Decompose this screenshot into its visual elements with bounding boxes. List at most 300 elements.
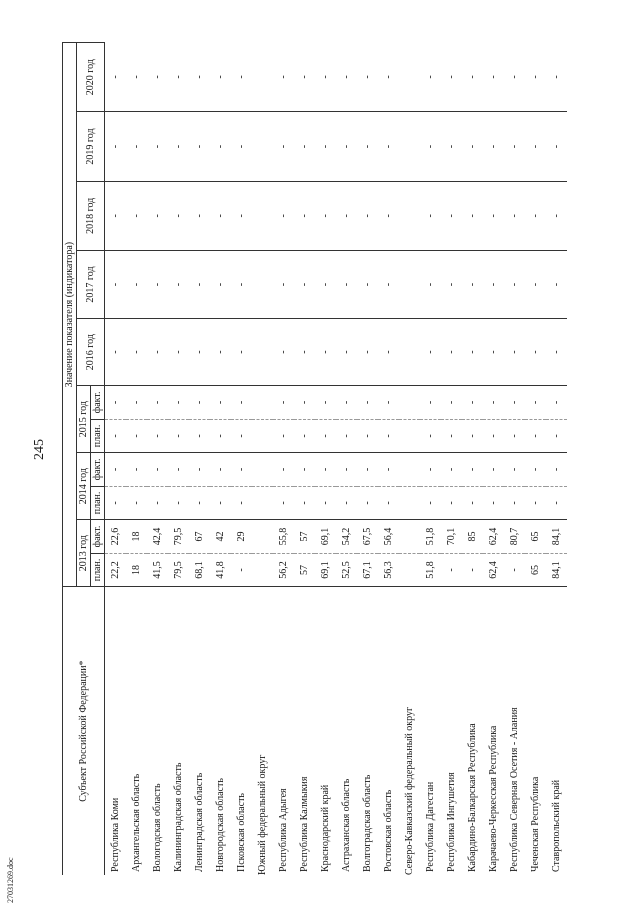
fact-header-2014: факт. <box>91 453 105 487</box>
value-cell: - <box>189 112 210 181</box>
value-2013-fact: 22,6 <box>105 520 127 554</box>
table-row <box>210 43 231 876</box>
value-cell: - <box>483 319 504 386</box>
value-cell: - <box>441 419 462 453</box>
value-cell: - <box>336 453 357 487</box>
region-name: Республика Калмыкия <box>299 776 310 872</box>
value-cell: - <box>189 181 210 250</box>
value-2013-plan: 62,4 <box>483 553 504 587</box>
value-cell: - <box>273 43 294 112</box>
value-2013-plan: 56,3 <box>378 553 399 587</box>
value-cell: - <box>294 250 315 318</box>
table-row <box>504 43 525 876</box>
value-2013-plan: 79,5 <box>168 553 189 587</box>
region-name: Республика Коми <box>110 797 121 872</box>
value-cell: - <box>420 319 441 386</box>
value-cell: - <box>105 419 127 453</box>
year-2014-header: 2014 год <box>77 453 91 520</box>
value-2013-fact: 70,1 <box>441 520 462 554</box>
value-cell: - <box>105 43 127 112</box>
value-cell: - <box>525 486 546 520</box>
value-cell: - <box>147 181 168 250</box>
value-cell: - <box>189 250 210 318</box>
value-cell: - <box>231 386 252 420</box>
value-cell: - <box>315 386 336 420</box>
value-cell: - <box>504 112 525 181</box>
plan-header-2014: план. <box>91 486 105 520</box>
value-cell: - <box>357 486 378 520</box>
value-cell: - <box>378 43 399 112</box>
value-cell <box>252 419 273 453</box>
value-cell: - <box>210 319 231 386</box>
value-cell: - <box>147 250 168 318</box>
value-cell: - <box>168 250 189 318</box>
table-row <box>105 43 127 876</box>
value-cell: - <box>147 319 168 386</box>
table-row <box>462 43 483 876</box>
value-cell <box>399 181 420 250</box>
value-2013-plan: 52,5 <box>336 553 357 587</box>
value-cell: - <box>441 181 462 250</box>
value-cell: - <box>483 453 504 487</box>
value-cell: - <box>462 250 483 318</box>
value-cell: - <box>420 43 441 112</box>
value-cell: - <box>273 453 294 487</box>
value-cell: - <box>273 319 294 386</box>
value-cell: - <box>378 250 399 318</box>
value-cell <box>399 319 420 386</box>
year-2017-header: 2017 год <box>77 250 105 318</box>
value-cell: - <box>168 486 189 520</box>
value-cell: - <box>462 453 483 487</box>
rotated-page <box>0 30 640 905</box>
value-cell: - <box>504 419 525 453</box>
value-cell: - <box>189 486 210 520</box>
value-cell: - <box>210 419 231 453</box>
value-cell: - <box>126 112 147 181</box>
value-cell: - <box>126 319 147 386</box>
value-cell: - <box>378 112 399 181</box>
value-cell: - <box>483 112 504 181</box>
value-cell: - <box>441 112 462 181</box>
value-cell <box>399 43 420 112</box>
value-cell: - <box>189 419 210 453</box>
region-name: Вологодская область <box>152 783 163 872</box>
value-cell: - <box>294 486 315 520</box>
region-name: Новгородская область <box>215 778 226 872</box>
value-2013-fact <box>399 520 420 554</box>
table-row <box>357 43 378 876</box>
table-row <box>273 43 294 876</box>
table-row <box>399 43 420 876</box>
value-cell: - <box>294 419 315 453</box>
value-cell: - <box>462 112 483 181</box>
value-cell: - <box>126 386 147 420</box>
value-2013-plan: 41,5 <box>147 553 168 587</box>
value-2013-fact: 79,5 <box>168 520 189 554</box>
value-2013-plan: 69,1 <box>315 553 336 587</box>
value-2013-fact: 69,1 <box>315 520 336 554</box>
value-cell: - <box>378 453 399 487</box>
value-2013-plan: 22,2 <box>105 553 127 587</box>
value-cell: - <box>315 181 336 250</box>
value-cell: - <box>315 43 336 112</box>
region-name: Ростовская область <box>383 789 394 872</box>
value-2013-fact: 29 <box>231 520 252 554</box>
value-cell: - <box>315 486 336 520</box>
region-name: Краснодарский край <box>320 784 331 872</box>
value-2013-fact: 18 <box>126 520 147 554</box>
region-name: Кабардино-Балкарская Республика <box>467 723 478 872</box>
value-cell: - <box>105 250 127 318</box>
value-cell: - <box>189 43 210 112</box>
value-cell: - <box>462 319 483 386</box>
value-2013-plan: 51,8 <box>420 553 441 587</box>
value-2013-plan: - <box>504 553 525 587</box>
table-row <box>546 43 567 876</box>
table-body <box>105 43 568 876</box>
value-cell: - <box>504 486 525 520</box>
value-cell: - <box>420 250 441 318</box>
value-cell: - <box>357 250 378 318</box>
value-cell: - <box>105 386 127 420</box>
value-cell: - <box>105 319 127 386</box>
value-cell: - <box>210 386 231 420</box>
value-cell: - <box>168 453 189 487</box>
year-2015-header: 2015 год <box>77 386 91 453</box>
value-cell: - <box>168 112 189 181</box>
value-cell: - <box>546 43 567 112</box>
value-cell: - <box>315 250 336 318</box>
value-cell: - <box>231 250 252 318</box>
value-cell: - <box>378 419 399 453</box>
value-cell: - <box>273 250 294 318</box>
value-cell: - <box>210 112 231 181</box>
region-name: Астраханская область <box>341 778 352 872</box>
year-2016-header: 2016 год <box>77 319 105 386</box>
indicator-table <box>62 42 567 875</box>
value-cell: - <box>231 112 252 181</box>
value-cell: - <box>147 486 168 520</box>
value-cell: - <box>357 181 378 250</box>
value-cell: - <box>483 250 504 318</box>
value-2013-fact: 80,7 <box>504 520 525 554</box>
value-cell: - <box>420 486 441 520</box>
value-cell: - <box>441 386 462 420</box>
value-cell: - <box>546 486 567 520</box>
value-cell: - <box>231 486 252 520</box>
value-cell <box>252 181 273 250</box>
value-cell: - <box>357 43 378 112</box>
table-row <box>483 43 504 876</box>
value-cell: - <box>336 386 357 420</box>
value-cell: - <box>357 386 378 420</box>
table-row <box>189 43 210 876</box>
value-cell: - <box>462 43 483 112</box>
value-cell: - <box>210 43 231 112</box>
value-cell: - <box>126 419 147 453</box>
value-cell: - <box>525 419 546 453</box>
region-name: Республика Ингушетия <box>446 772 457 872</box>
value-cell: - <box>147 386 168 420</box>
value-cell: - <box>420 386 441 420</box>
table-row <box>168 43 189 876</box>
value-cell: - <box>231 419 252 453</box>
value-cell: - <box>126 181 147 250</box>
value-cell: - <box>105 112 127 181</box>
value-cell: - <box>378 386 399 420</box>
value-cell: - <box>483 419 504 453</box>
value-cell <box>252 112 273 181</box>
value-cell: - <box>147 419 168 453</box>
document-filename: 27031269.doc <box>6 857 15 903</box>
value-cell: - <box>525 319 546 386</box>
value-cell: - <box>504 386 525 420</box>
value-cell: - <box>462 419 483 453</box>
table-row <box>441 43 462 876</box>
region-name: Архангельская область <box>131 773 142 872</box>
value-cell: - <box>546 319 567 386</box>
value-cell: - <box>294 43 315 112</box>
value-cell: - <box>504 250 525 318</box>
value-cell: - <box>504 319 525 386</box>
value-cell: - <box>441 250 462 318</box>
value-cell: - <box>273 419 294 453</box>
value-cell: - <box>105 453 127 487</box>
value-cell: - <box>231 453 252 487</box>
value-cell <box>252 453 273 487</box>
value-cell: - <box>504 181 525 250</box>
region-name: Республика Адыгея <box>278 788 289 872</box>
value-cell: - <box>483 181 504 250</box>
value-cell: - <box>189 319 210 386</box>
region-name: Республика Северная Осетия - Алания <box>509 707 520 872</box>
value-cell: - <box>294 386 315 420</box>
value-2013-plan <box>399 553 420 587</box>
value-2013-fact: 62,4 <box>483 520 504 554</box>
value-cell: - <box>525 43 546 112</box>
value-cell: - <box>483 43 504 112</box>
value-cell: - <box>357 453 378 487</box>
value-2013-fact: 42 <box>210 520 231 554</box>
value-2013-plan: - <box>231 553 252 587</box>
value-cell: - <box>420 181 441 250</box>
value-cell: - <box>210 486 231 520</box>
district-name: Северо-Кавказский федеральный округ <box>404 706 415 875</box>
value-cell: - <box>315 453 336 487</box>
district-name: Южный федеральный округ <box>257 754 268 875</box>
value-cell: - <box>378 181 399 250</box>
value-cell: - <box>126 43 147 112</box>
table-row <box>420 43 441 876</box>
value-cell: - <box>441 486 462 520</box>
table-row <box>525 43 546 876</box>
value-cell: - <box>231 181 252 250</box>
value-cell: - <box>126 486 147 520</box>
fact-header-2013: факт. <box>91 520 105 554</box>
value-cell: - <box>105 486 127 520</box>
value-cell: - <box>336 319 357 386</box>
year-2013-header: 2013 год <box>77 520 91 587</box>
value-cell: - <box>336 43 357 112</box>
table-row <box>378 43 399 876</box>
table-row <box>231 43 252 876</box>
value-cell: - <box>189 453 210 487</box>
value-cell: - <box>315 319 336 386</box>
value-2013-fact: 55,8 <box>273 520 294 554</box>
value-cell: - <box>147 43 168 112</box>
table-row <box>147 43 168 876</box>
value-2013-fact: 84,1 <box>546 520 567 554</box>
value-cell: - <box>231 319 252 386</box>
value-cell: - <box>168 319 189 386</box>
value-cell <box>399 386 420 420</box>
value-cell: - <box>168 181 189 250</box>
value-cell: - <box>210 250 231 318</box>
value-cell: - <box>546 453 567 487</box>
value-2013-plan: 57 <box>294 553 315 587</box>
value-cell: - <box>126 453 147 487</box>
value-cell <box>399 419 420 453</box>
value-cell: - <box>357 112 378 181</box>
value-2013-plan: 84,1 <box>546 553 567 587</box>
fact-header-2015: факт. <box>91 386 105 420</box>
value-cell: - <box>357 419 378 453</box>
value-cell: - <box>294 112 315 181</box>
value-cell <box>399 486 420 520</box>
table-row <box>315 43 336 876</box>
region-name: Псковская область <box>236 793 247 872</box>
value-2013-plan: 41,8 <box>210 553 231 587</box>
value-cell: - <box>294 319 315 386</box>
value-cell <box>399 112 420 181</box>
region-name: Ленинградская область <box>194 772 205 872</box>
value-cell: - <box>525 250 546 318</box>
indicator-value-header: Значение показателя (индикатора) <box>63 43 77 587</box>
value-cell: - <box>273 486 294 520</box>
value-2013-fact: 67 <box>189 520 210 554</box>
value-2013-fact <box>252 520 273 554</box>
value-cell: - <box>525 386 546 420</box>
value-cell: - <box>336 419 357 453</box>
value-2013-plan: 56,2 <box>273 553 294 587</box>
value-cell: - <box>273 181 294 250</box>
value-2013-plan: - <box>441 553 462 587</box>
value-cell: - <box>168 386 189 420</box>
value-cell: - <box>315 419 336 453</box>
subject-column-header: Субъект Российской Федерации* <box>63 587 105 875</box>
value-cell: - <box>210 181 231 250</box>
region-name: Чеченская Республика <box>530 776 541 872</box>
page-number: 245 <box>32 439 47 460</box>
value-2013-fact: 54,2 <box>336 520 357 554</box>
value-cell: - <box>189 386 210 420</box>
value-cell: - <box>315 112 336 181</box>
table-row <box>336 43 357 876</box>
value-cell: - <box>105 181 127 250</box>
value-cell: - <box>420 419 441 453</box>
value-cell: - <box>231 43 252 112</box>
table-row <box>294 43 315 876</box>
value-cell: - <box>483 486 504 520</box>
value-cell: - <box>294 453 315 487</box>
value-cell: - <box>525 181 546 250</box>
plan-header-2013: план. <box>91 553 105 587</box>
value-cell: - <box>462 181 483 250</box>
value-cell: - <box>273 112 294 181</box>
value-2013-plan: - <box>462 553 483 587</box>
value-cell: - <box>126 250 147 318</box>
value-cell: - <box>546 419 567 453</box>
value-cell: - <box>210 453 231 487</box>
value-2013-plan <box>252 553 273 587</box>
value-2013-fact: 85 <box>462 520 483 554</box>
value-cell: - <box>168 419 189 453</box>
plan-header-2015: план. <box>91 419 105 453</box>
value-cell: - <box>504 43 525 112</box>
value-cell: - <box>336 181 357 250</box>
value-2013-fact: 67,5 <box>357 520 378 554</box>
table-row <box>252 43 273 876</box>
value-cell <box>252 43 273 112</box>
value-cell: - <box>378 319 399 386</box>
value-2013-fact: 65 <box>525 520 546 554</box>
year-2020-header: 2020 год <box>77 43 105 112</box>
value-2013-fact: 57 <box>294 520 315 554</box>
value-cell: - <box>357 319 378 386</box>
value-cell: - <box>420 112 441 181</box>
region-name: Ставропольский край <box>551 779 562 872</box>
value-2013-fact: 51,8 <box>420 520 441 554</box>
value-2013-plan: 18 <box>126 553 147 587</box>
year-2018-header: 2018 год <box>77 181 105 250</box>
value-cell: - <box>525 453 546 487</box>
value-cell: - <box>546 181 567 250</box>
value-cell: - <box>504 453 525 487</box>
value-cell: - <box>420 453 441 487</box>
value-cell: - <box>168 43 189 112</box>
region-name: Карачаево-Черкесская Республика <box>488 725 499 872</box>
region-name: Волгоградская область <box>362 774 373 872</box>
value-cell: - <box>336 250 357 318</box>
value-cell <box>252 250 273 318</box>
value-cell: - <box>441 43 462 112</box>
value-cell: - <box>546 250 567 318</box>
value-cell <box>399 453 420 487</box>
value-2013-plan: 67,1 <box>357 553 378 587</box>
value-cell <box>252 486 273 520</box>
region-name: Калининградская область <box>173 762 184 872</box>
value-cell: - <box>441 453 462 487</box>
value-cell <box>252 386 273 420</box>
value-cell: - <box>336 112 357 181</box>
value-cell: - <box>546 112 567 181</box>
value-cell: - <box>147 453 168 487</box>
value-cell: - <box>462 386 483 420</box>
value-cell: - <box>273 386 294 420</box>
value-cell: - <box>441 319 462 386</box>
value-cell: - <box>378 486 399 520</box>
value-2013-fact: 42,4 <box>147 520 168 554</box>
table-row <box>126 43 147 876</box>
value-2013-plan: 65 <box>525 553 546 587</box>
value-cell: - <box>525 112 546 181</box>
value-cell: - <box>483 386 504 420</box>
value-cell <box>399 250 420 318</box>
value-2013-plan: 68,1 <box>189 553 210 587</box>
value-cell: - <box>294 181 315 250</box>
value-cell: - <box>336 486 357 520</box>
